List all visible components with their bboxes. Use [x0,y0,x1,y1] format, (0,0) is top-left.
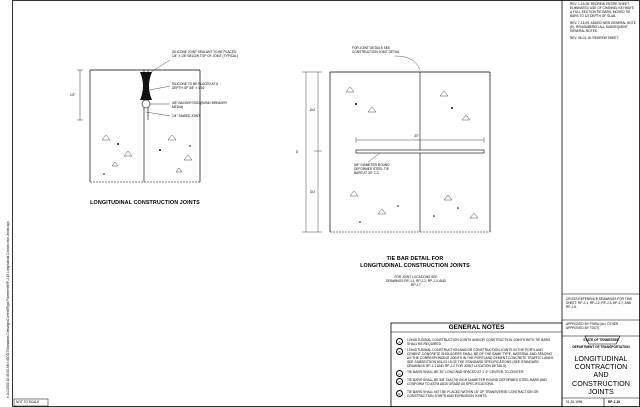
file-path-stamp: e-0-0-0000 10:45:00 AM I:\ODOT\Standards Drawings\Current\Rigid Pavement\RP-J-15 Longitudinal Construction Joints.dgn [6,221,10,398]
dim-total-label: D [296,150,299,154]
note-text: LONGITUDINAL CONSTRUCTION JOINTS AND/OR CONSTRUCTION JOINTS WITH TIE BARS SHALL BE REQUIRED. [407,338,551,346]
sheet-title-line: AND [593,370,609,380]
general-note-item [396,390,557,398]
revision-note: REV. 1-15-08: REDREW ENTIRE SHEET. ELIMINATED USE OF CHANNEL KEYWAYS & FULL SECTION TIE BARS, MOVED TIE BARS TO 1/2 DEPTH OF SLAB. [570,2,634,18]
dim-top-label: D/2 [310,108,315,112]
date-label: 01-30-1995 [566,400,583,404]
general-note-item [396,348,557,368]
general-note-item [396,338,557,346]
dim-bottom-label: D/2 [310,190,315,194]
note-text: TIE BARS SHALL NOT BE PLACED WITHIN 15" OF TRANSVERSE CONTRACTION OR CONSTRUCTION JOINTS AND EXPANSION JOINTS. [407,390,539,398]
cross-reference-note: CROSS-REFERENCE DRAWINGS FOR THIS SHEET: RP-J-1, RP-J-2, RP-J-3, RP-J-7, AND RP-J-8. [566,297,633,309]
department-label: DEPARTMENT OF TRANSPORTATION [572,345,630,349]
joint-section-detail [77,60,200,182]
right-detail-title-2: LONGITUDINAL CONSTRUCTION JOINTS [360,263,470,269]
note-number: C [396,370,403,377]
note-text: TIE BARS SHALL BE 30" LONG AND SPACED AT 1'-0" CENTER-TO-CENTER. [407,370,525,374]
sheet-title-line: CONTRACTION [574,362,628,372]
right-detail-title-1: TIE BAR DETAIL FOR [386,256,444,262]
note-number: D [396,378,403,385]
general-note-item [396,370,557,377]
sheet-title-line: JOINTS [588,386,614,396]
revision-notes [570,2,636,40]
silicone-note: SILICONE TO BE PLACED AT A DEPTH OF 3/8" ± 1/16" [172,82,218,90]
note-text: LONGITUDINAL CONSTRUCTION AND/OR CONSTRUCTION JOINTS IN THE PORTLAND CEMENT CONCRETE SHOULDERS SHALL BE OF THE SAME TYPE, MATERIAL AND SPACING AS THE CORRESPONDING JOINTS IN THE PORTLAND CEMENT CONCRETE TRAFFIC LANES. SEE SUBSECTION 501.03.I.5 OF THE STANDARD SPECIFICATIONS (SEE STANDARD DRAWINGS RP-J-1 AND RP-J-2 FOR JOINT LOCATION DETAILS). [407,348,554,368]
sealant-note: SILICONE JOINT SEALANT TO BE PLACED 1/4" ± 1/8" BELOW TOP OF JOINT (TYPICAL) [172,50,238,58]
sheet-title-line: LONGITUDINAL [574,354,628,363]
state-label: STATE OF TENNESSEE [583,338,619,342]
approval-note: APPROVED BY FHWA (ALL OTHER APPROVED BY TDOT) [566,322,619,330]
backer-rod-note: 3/8" BACKER ROD (BOND BREAKER MEDIA) [172,101,227,109]
dim-left-label: 1/2" [70,93,76,97]
bar-length-label: 30" [414,134,419,138]
general-note-item [396,378,557,386]
note-text: TIE BARS SHALL BE 5/8" DIA (75) INCH DIAMETER ROUND DEFORMED STEEL BARS AND CONFORM TO ASTM A615 GRADE 60 SPECIFICATIONS. [407,378,547,386]
sheet-number: RP-J-15 [608,400,620,404]
revision-note: REV. 7-15-09: ADDED NEW GENERAL NOTE (E), RENUMBERED ALL SUBSEQUENT GENERAL NOTES. [570,21,636,33]
not-to-scale-label: NOT TO SCALE [16,400,40,404]
sheet-title-line: CONSTRUCTION [572,378,630,388]
tie-bar-note: 5/8" DIAMETER ROUND DEFORMED STEEL TIE BARS AT 30" C-C [354,163,390,175]
note-number: A [396,338,403,345]
joint-callout: FOR JOINT DETAILS SEE CONSTRUCTION JOINT DETAIL [352,46,400,54]
general-notes-title: GENERAL NOTES [448,324,505,331]
joint-location-ref: FOR JOINT LOCATIONS SEE DRAWINGS RP-J-1, RP-J-2, RP-J-3, AND RP-J-7 [386,275,446,287]
revision-note: REV. 06-01-16: REDREW SHEET. [570,36,619,40]
sheet-title [562,355,640,396]
sawed-joint-note: 1/4" SAWED JOINT [172,114,201,118]
tie-bar-detail [302,56,490,232]
left-detail-title: LONGITUDINAL CONSTRUCTION JOINTS [90,200,200,206]
note-number: B [396,348,403,355]
note-number: E [396,390,403,397]
